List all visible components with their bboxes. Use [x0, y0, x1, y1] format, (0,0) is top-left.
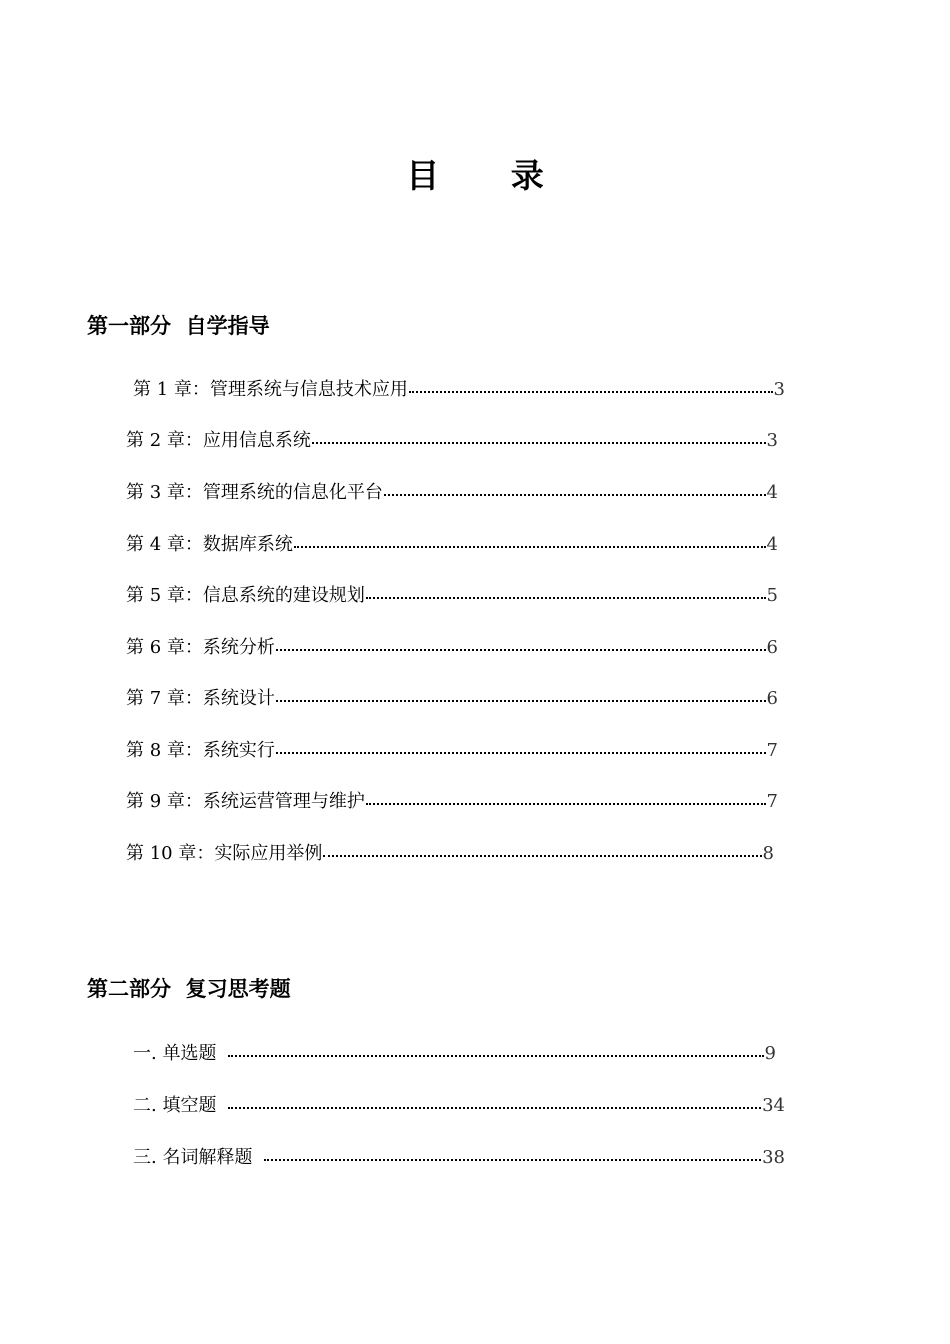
toc-entry-page: 9 [764, 1043, 776, 1064]
dot-leader [264, 1159, 761, 1161]
dot-leader [228, 1107, 761, 1109]
toc-entry-ch9[interactable] [126, 790, 778, 814]
toc-entry-label: 第 2 章：应用信息系统 [126, 430, 311, 451]
toc-entry-page: 38 [762, 1147, 785, 1168]
toc-entry-page: 7 [766, 791, 778, 812]
toc-entry-label: 第 9 章：系统运营管理与维护 [126, 791, 365, 812]
toc-entry-ch6[interactable] [126, 636, 778, 660]
part1-heading: 第一部分 自学指导 [87, 314, 270, 338]
toc-entry-label: 第 3 章：管理系统的信息化平台 [126, 482, 383, 503]
dot-leader [366, 803, 766, 805]
toc-entry-page: 8 [762, 843, 774, 864]
toc-entry-page: 5 [766, 585, 778, 606]
toc-entry-ch7[interactable] [126, 687, 778, 711]
toc-entry-ch4[interactable] [126, 533, 778, 557]
toc-entry-ch1[interactable] [133, 378, 785, 402]
dot-leader [366, 597, 766, 599]
dot-leader [323, 855, 761, 857]
dot-leader [276, 700, 766, 702]
toc-entry-page: 4 [766, 534, 778, 555]
toc-entry-page: 3 [773, 379, 785, 400]
toc-entry-page: 34 [762, 1095, 785, 1116]
part2-heading: 第二部分 复习思考题 [87, 977, 291, 1001]
toc-entry-label: 第 7 章：系统设计 [126, 688, 275, 709]
toc-entry-label: 第 6 章：系统分析 [126, 637, 275, 658]
toc-entry-ch8[interactable] [126, 739, 778, 763]
toc-entry-terms[interactable] [133, 1146, 785, 1170]
toc-entry-label: 三. 名词解释题 [133, 1147, 253, 1168]
toc-entry-single-choice[interactable] [133, 1042, 776, 1066]
toc-entry-page: 6 [766, 637, 778, 658]
toc-entry-fill-blank[interactable] [133, 1094, 785, 1118]
toc-entry-label: 一. 单选题 [133, 1043, 217, 1064]
toc-entry-ch5[interactable] [126, 584, 778, 608]
dot-leader [276, 649, 766, 651]
dot-leader [409, 391, 773, 393]
toc-entry-page: 7 [766, 740, 778, 761]
toc-entry-ch10[interactable] [126, 842, 774, 866]
toc-entry-label: 二. 填空题 [133, 1095, 217, 1116]
toc-entry-ch2[interactable] [126, 429, 778, 453]
dot-leader [294, 546, 766, 548]
toc-entry-label: 第 1 章：管理系统与信息技术应用 [133, 379, 408, 400]
dot-leader [384, 494, 766, 496]
toc-entry-page: 3 [766, 430, 778, 451]
toc-entry-page: 6 [766, 688, 778, 709]
toc-entry-label: 第 4 章：数据库系统 [126, 534, 293, 555]
toc-entry-label: 第 8 章：系统实行 [126, 740, 275, 761]
toc-entry-label: 第 5 章：信息系统的建设规划 [126, 585, 365, 606]
dot-leader [228, 1055, 763, 1057]
dot-leader [312, 442, 766, 444]
page-title: 目 录 [406, 156, 574, 195]
dot-leader [276, 752, 766, 754]
toc-entry-ch3[interactable] [126, 481, 778, 505]
toc-entry-label: 第 10 章：实际应用举例 [126, 843, 323, 864]
toc-entry-page: 4 [766, 482, 778, 503]
